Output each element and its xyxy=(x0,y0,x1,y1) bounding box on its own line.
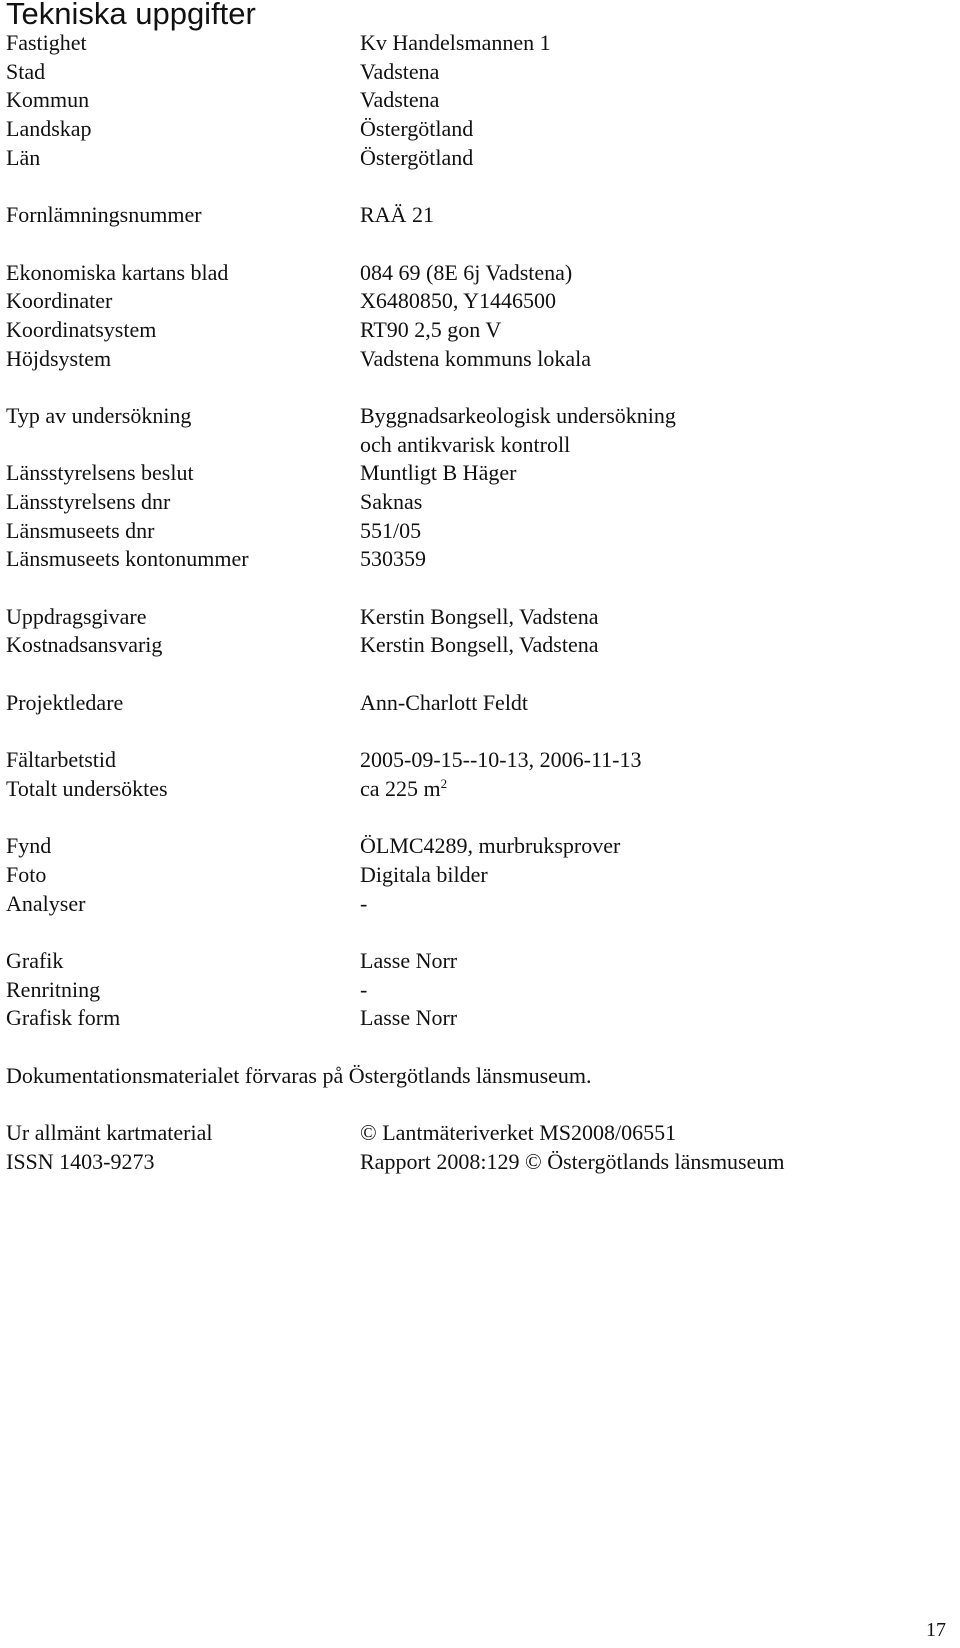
row-typ-av-undersokning xyxy=(6,402,946,459)
technical-data-list xyxy=(6,29,946,1177)
row-renritning xyxy=(6,976,946,1005)
spacer xyxy=(6,1090,946,1119)
row-lan xyxy=(6,144,946,173)
field-label: Län xyxy=(6,144,41,170)
field-label: Landskap xyxy=(6,116,92,142)
field-value: 084 69 (8E 6j Vadstena) xyxy=(360,259,573,285)
spacer xyxy=(6,574,946,603)
spacer xyxy=(6,918,946,947)
field-value: Lasse Norr xyxy=(360,948,458,974)
field-value: Kerstin Bongsell, Vadstena xyxy=(360,632,599,658)
row-kartmaterial xyxy=(6,1119,946,1148)
field-value: 2005-09-15--10-13, 2006-11-13 xyxy=(360,747,642,773)
field-value: Östergötland xyxy=(360,116,474,142)
field-value: Vadstena xyxy=(360,87,440,113)
field-label: Ur allmänt kartmaterial xyxy=(6,1120,213,1146)
field-label: Höjdsystem xyxy=(6,345,112,371)
field-label: Fastighet xyxy=(6,30,87,55)
field-label: Kostnadsansvarig xyxy=(6,632,163,658)
field-value: Digitala bilder xyxy=(360,861,488,887)
row-ekonomiska-kartans-blad xyxy=(6,259,946,288)
field-value: Lasse Norr xyxy=(360,1005,458,1031)
field-label: Typ av undersökning xyxy=(6,402,192,428)
field-label: Uppdragsgivare xyxy=(6,603,147,629)
field-label: Stad xyxy=(6,58,46,84)
field-value: X6480850, Y1446500 xyxy=(360,288,556,314)
spacer xyxy=(6,660,946,689)
field-value: Kv Handelsmannen 1 xyxy=(360,30,551,55)
row-grafisk-form xyxy=(6,1004,946,1033)
row-fornlamningsnummer xyxy=(6,201,946,230)
field-value: Rapport 2008:129 © Östergötlands länsmuseum xyxy=(360,1148,785,1174)
row-issn xyxy=(6,1148,946,1177)
row-grafik xyxy=(6,947,946,976)
field-label: Renritning xyxy=(6,976,101,1002)
field-label: Länsmuseets dnr xyxy=(6,517,155,543)
field-value: 530359 xyxy=(360,546,426,572)
storage-note-row xyxy=(6,1062,946,1091)
row-totalt-undersoktes xyxy=(6,775,946,804)
spacer xyxy=(6,230,946,259)
row-kostnadsansvarig xyxy=(6,631,946,660)
field-value: Byggnadsarkeologisk undersökning och antikvarisk kontroll xyxy=(360,402,676,457)
spacer xyxy=(6,1033,946,1062)
spacer xyxy=(6,373,946,402)
row-hojdsystem xyxy=(6,345,946,374)
field-value: ÖLMC4289, murbruksprover xyxy=(360,833,621,859)
field-value: © Lantmäteriverket MS2008/06551 xyxy=(360,1120,677,1146)
page-title: Tekniska uppgifter xyxy=(6,0,256,31)
field-value: Saknas xyxy=(360,489,423,515)
field-label: Projektledare xyxy=(6,689,124,715)
area-unit-superscript: 2 xyxy=(440,775,448,791)
field-value: Kerstin Bongsell, Vadstena xyxy=(360,603,599,629)
field-label: Fynd xyxy=(6,833,52,859)
field-label: Grafisk form xyxy=(6,1005,121,1031)
field-label: Länsmuseets kontonummer xyxy=(6,546,249,572)
area-value: ca 225 m xyxy=(360,775,441,801)
row-uppdragsgivare xyxy=(6,603,946,632)
spacer xyxy=(6,718,946,747)
row-lansmuseets-kontonummer xyxy=(6,545,946,574)
storage-note: Dokumentationsmaterialet förvaras på Östergötlands länsmuseum. xyxy=(6,1062,592,1088)
field-value: Muntligt B Häger xyxy=(360,460,517,486)
page-number: 17 xyxy=(926,1619,946,1641)
field-value: Vadstena kommuns lokala xyxy=(360,345,591,371)
row-projektledare xyxy=(6,689,946,718)
field-value: RAÄ 21 xyxy=(360,202,434,228)
field-value: - xyxy=(360,976,368,1002)
field-value: Ann-Charlott Feldt xyxy=(360,689,529,715)
field-value xyxy=(360,775,447,804)
spacer xyxy=(6,804,946,833)
field-value: Vadstena xyxy=(360,58,440,84)
field-label: Totalt undersöktes xyxy=(6,775,168,801)
field-label: Koordinater xyxy=(6,288,113,314)
row-lansstyrelsens-dnr xyxy=(6,488,946,517)
row-analyser xyxy=(6,890,946,919)
field-value: Östergötland xyxy=(360,144,474,170)
field-label: Kommun xyxy=(6,87,90,113)
field-value: RT90 2,5 gon V xyxy=(360,316,502,342)
field-label: Analyser xyxy=(6,890,86,916)
row-faltarbetstid xyxy=(6,746,946,775)
field-value: - xyxy=(360,890,368,916)
spacer xyxy=(6,172,946,201)
row-fynd xyxy=(6,832,946,861)
row-foto xyxy=(6,861,946,890)
row-kommun xyxy=(6,86,946,115)
row-lansstyrelsens-beslut xyxy=(6,459,946,488)
row-stad xyxy=(6,58,946,87)
row-koordinater xyxy=(6,287,946,316)
field-value: 551/05 xyxy=(360,517,422,543)
field-label: Fornlämningsnummer xyxy=(6,202,202,228)
field-label: Foto xyxy=(6,861,47,887)
field-label: Ekonomiska kartans blad xyxy=(6,259,229,285)
row-lansmuseets-dnr xyxy=(6,517,946,546)
field-label: Fältarbetstid xyxy=(6,747,116,773)
field-label: Koordinatsystem xyxy=(6,316,157,342)
field-label: Länsstyrelsens dnr xyxy=(6,489,171,515)
row-fastighet xyxy=(6,29,946,58)
field-label: ISSN 1403-9273 xyxy=(6,1148,155,1174)
field-label: Länsstyrelsens beslut xyxy=(6,460,194,486)
row-koordinatsystem xyxy=(6,316,946,345)
field-label: Grafik xyxy=(6,948,64,974)
row-landskap xyxy=(6,115,946,144)
